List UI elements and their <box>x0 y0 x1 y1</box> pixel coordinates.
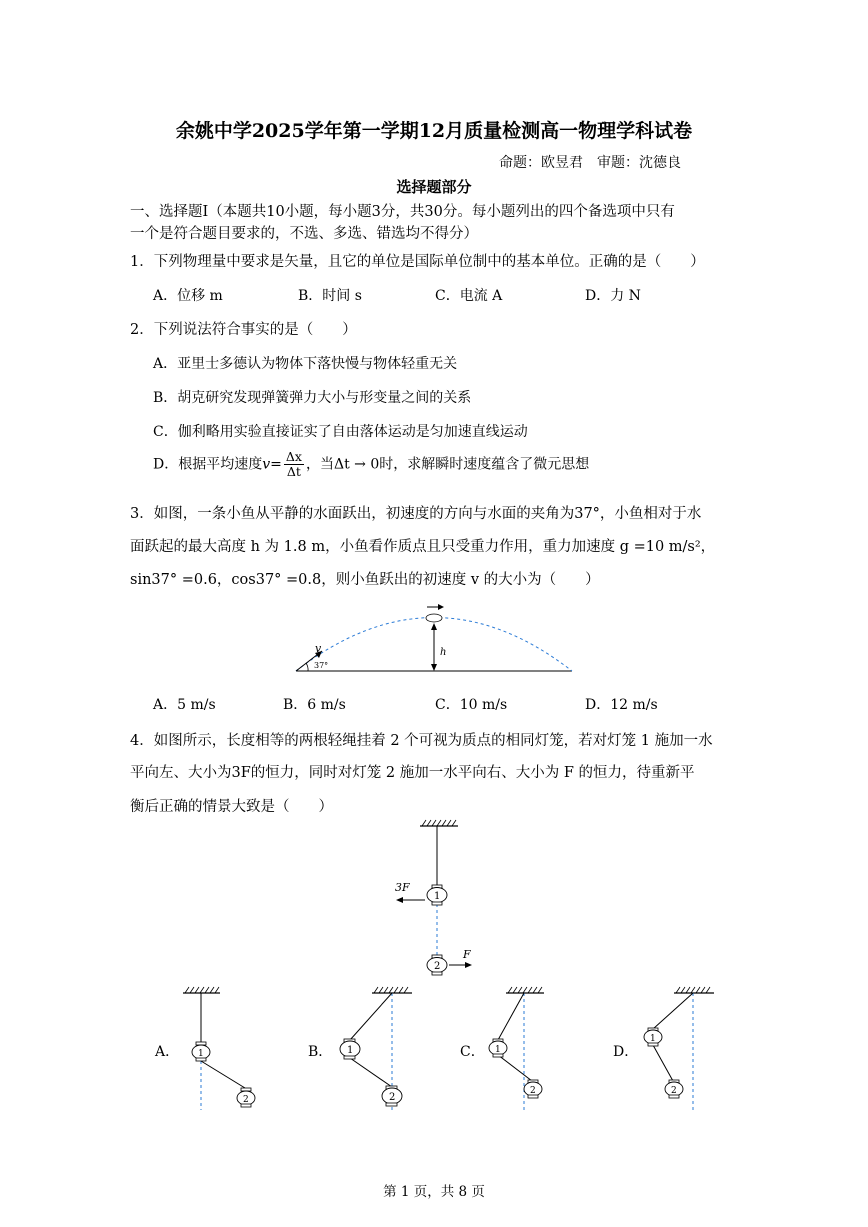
q3-option-c: C．10 m/s <box>435 697 508 713</box>
force-f-arrowhead <box>465 962 472 968</box>
lantern-setup-figure <box>385 818 495 983</box>
q3-line-2: 面跃起的最大高度 h 为 1.8 m，小鱼看作质点且只受重力作用，重力加速度 g =10 m/s²， <box>130 539 716 555</box>
q3-option-d: D．12 m/s <box>585 697 658 713</box>
q3-line-3: sin37° =0.6，cos37° =0.8，则小鱼跃出的初速度 v 的大小为（ ） <box>130 572 600 588</box>
q3-option-b: B．6 m/s <box>283 697 346 713</box>
q1-option-d: D．力 N <box>585 288 641 304</box>
lantern-2-number: 2 <box>389 1092 396 1103</box>
fish-velocity-arrowhead <box>438 604 444 610</box>
lantern-2-number: 2 <box>243 1095 249 1105</box>
q4-line-3: 衡后正确的情景大致是（ ） <box>130 799 333 815</box>
angle-arc <box>306 663 308 671</box>
q1-stem: 1．下列物理量中要求是矢量，且它的单位是国际单位制中的基本单位。正确的是（ ） <box>130 254 705 270</box>
force-f-label: F <box>463 948 471 961</box>
lantern-1-number: 1 <box>495 1045 501 1055</box>
force-3f-arrowhead <box>396 897 403 903</box>
lantern-2-number: 2 <box>530 1086 536 1096</box>
lantern-1-number: 1 <box>650 1034 656 1044</box>
q1-option-b: B．时间 s <box>298 288 362 304</box>
q2-d-eq: = <box>270 456 282 473</box>
height-label: h <box>440 647 447 658</box>
lantern-1-number: 1 <box>198 1049 204 1059</box>
height-arrow-down <box>431 664 437 671</box>
lantern-2-number: 2 <box>671 1086 677 1096</box>
q2-d-rest: ，当Δt → 0时，求解瞬时速度蕴含了微元思想 <box>305 456 590 473</box>
lantern-2-number: 2 <box>434 961 441 972</box>
instructions-line-1: 一、选择题Ⅰ（本题共10小题，每小题3分，共30分。每小题列出的四个备选项中只有 <box>130 204 675 220</box>
q4-option-b-label: B． <box>308 1044 333 1060</box>
instructions-line-2: 一个是符合题目要求的，不选、多选、错选均不得分） <box>130 226 478 242</box>
q1-option-a: A．位移 m <box>153 288 223 304</box>
q4-line-1: 4．如图所示，长度相等的两根轻绳挂着 2 个可视为质点的相同灯笼，若对灯笼 1 施加一水 <box>130 733 713 749</box>
lantern-1-number: 1 <box>434 891 441 902</box>
q1-option-c: C．电流 A <box>435 288 503 304</box>
q2-d-fraction <box>284 450 304 479</box>
lantern-1-number: 1 <box>347 1045 354 1056</box>
section-heading: 选择题部分 <box>396 178 472 196</box>
q2-d-denominator: Δt <box>286 463 301 479</box>
q2-stem: 2．下列说法符合事实的是（ ） <box>130 322 357 338</box>
q4-option-d-figure <box>632 985 722 1115</box>
author-byline: 命题：欧昱君 审题：沈德良 <box>499 155 681 171</box>
q2-d-numerator: Δx <box>285 449 302 464</box>
q2-d-prefix: D．根据平均速度 <box>153 456 263 473</box>
exam-title: 余姚中学2025学年第一学期12月质量检测高一物理学科试卷 <box>175 120 693 142</box>
q2-option-a: A．亚里士多德认为物体下落快慢与物体轻重无关 <box>153 356 458 372</box>
height-arrow-up <box>431 623 437 630</box>
fish-jump-figure <box>290 600 580 680</box>
q2-option-c: C．伽利略用实验直接证实了自由落体运动是匀加速直线运动 <box>153 424 528 440</box>
force-3f-label: 3F <box>395 881 410 894</box>
q4-option-a-figure <box>175 985 265 1115</box>
q2-option-b: B．胡克研究发现弹簧弹力大小与形变量之间的关系 <box>153 390 472 406</box>
q4-option-b-figure <box>330 985 430 1115</box>
q2-d-v: v <box>262 456 271 473</box>
page-footer: 第 1 页，共 8 页 <box>383 1184 485 1200</box>
q3-line-1: 3．如图，一条小鱼从平静的水面跃出，初速度的方向与水面的夹角为37°，小鱼相对于水 <box>130 506 702 522</box>
velocity-label: v <box>315 642 322 655</box>
q4-line-2: 平向左、大小为3F的恒力，同时对灯笼 2 施加一水平向右、大小为 F 的恒力，待重新平 <box>130 765 695 781</box>
q2-option-d <box>153 450 589 479</box>
ceiling-hatch <box>422 820 456 826</box>
q4-option-a-label: A． <box>155 1044 180 1060</box>
angle-label: 37° <box>314 661 329 670</box>
q4-option-c-label: C． <box>460 1044 485 1060</box>
q3-option-a: A．5 m/s <box>153 697 216 713</box>
fish-icon <box>426 614 442 622</box>
q4-option-d-label: D． <box>613 1044 639 1060</box>
q4-option-c-figure <box>482 985 562 1115</box>
